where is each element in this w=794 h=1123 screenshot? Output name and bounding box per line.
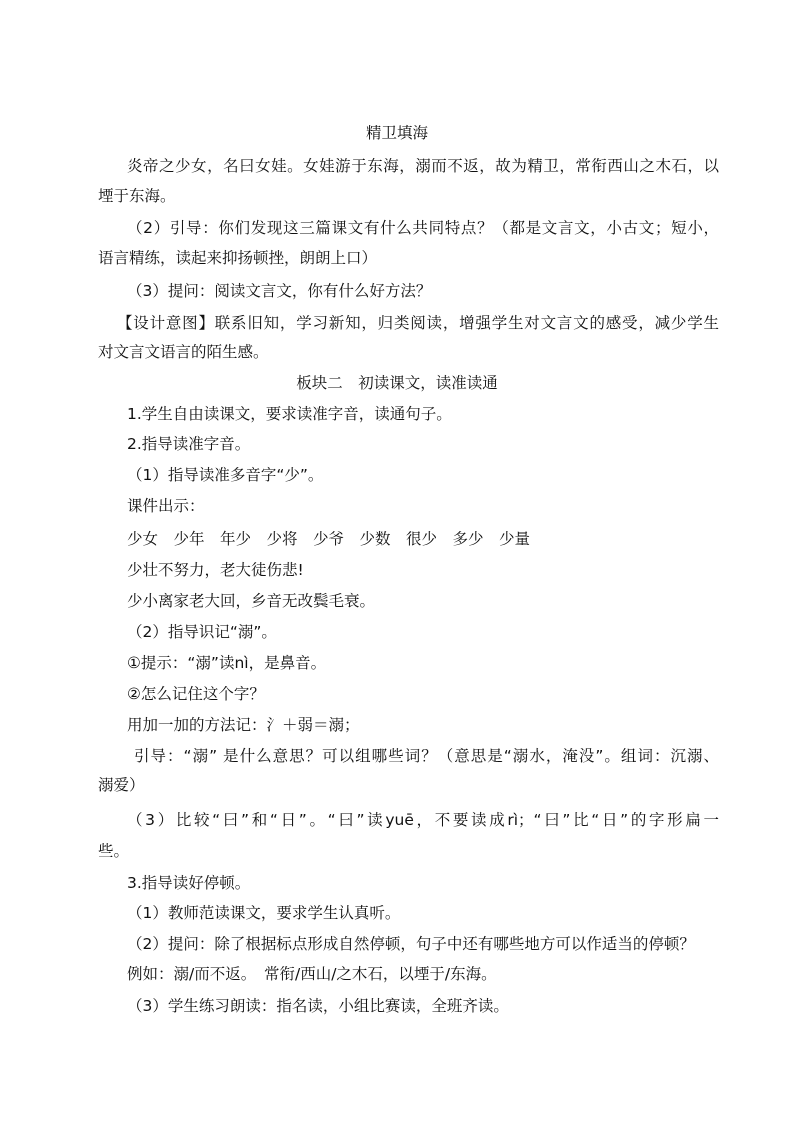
step-2-1: （1）指导读准多音字“少”。 (127, 466, 324, 484)
guide-meaning-line-1: 引导：“溺” 是什么意思？可以组哪些词？（意思是“溺水，淹没”。组词：沉溺、 (134, 747, 719, 765)
add-method: 用加一加的方法记：氵＋弱＝溺； (127, 716, 360, 734)
step-2-2: （2）指导识记“溺”。 (127, 623, 277, 641)
hint-1: ①提示：“溺”读nì，是鼻音。 (127, 654, 327, 672)
compare-line-1: （3）比较“曰”和“日”。“曰”读yuē，不要读成rì；“曰”比“日”的字形扁一 (127, 811, 719, 829)
poem-line-1: 炎帝之少女，名曰女娃。女娃游于东海，溺而不返，故为精卫，常衔西山之木石，以 (127, 157, 719, 175)
proverb-1: 少壮不努力，老大徒伤悲! (127, 561, 304, 579)
guide-meaning-line-2: 溺爱） (98, 776, 145, 794)
step-2: 2.指导读准字音。 (127, 435, 251, 453)
document-title: 精卫填海 (365, 124, 428, 142)
hint-2: ②怎么记住这个字？ (127, 685, 265, 703)
poem-line-2: 堙于东海。 (98, 187, 176, 205)
compare-line-2: 些。 (98, 842, 130, 860)
shao-word-list: 少女 少年 年少 少将 少爷 少数 很少 多少 少量 (127, 530, 531, 548)
proverb-2: 少小离家老大回，乡音无改鬓毛衰。 (127, 592, 376, 610)
design-intent-line-1: 【设计意图】联系旧知，学习新知，归类阅读，增强学生对文言文的感受，减少学生 (117, 314, 719, 332)
guide-3: （3）提问：阅读文言文，你有什么好方法？ (127, 282, 432, 300)
design-intent-line-2: 对文言文语言的陌生感。 (98, 343, 269, 361)
pause-example: 例如：溺/而不返。 常衔/西山/之木石，以堙于/东海。 (127, 965, 497, 983)
guide-2-line-1: （2）引导：你们发现这三篇课文有什么共同特点？（都是文言文，小古文；短小， (127, 219, 719, 237)
step-3: 3.指导读好停顿。 (127, 874, 251, 892)
guide-2-line-2: 语言精练，读起来抑扬顿挫，朗朗上口） (98, 249, 378, 267)
courseware-label: 课件出示： (127, 497, 205, 515)
section-2-heading: 板块二 初读课文，读准读通 (296, 374, 498, 392)
step-3-3: （3）学生练习朗读：指名读，小组比赛读，全班齐读。 (127, 997, 509, 1015)
step-3-1: （1）教师范读课文，要求学生认真听。 (127, 904, 401, 922)
step-1: 1.学生自由读课文，要求读准字音，读通句子。 (127, 405, 452, 423)
step-3-2: （2）提问：除了根据标点形成自然停顿，句子中还有哪些地方可以作适当的停顿？ (127, 935, 695, 953)
